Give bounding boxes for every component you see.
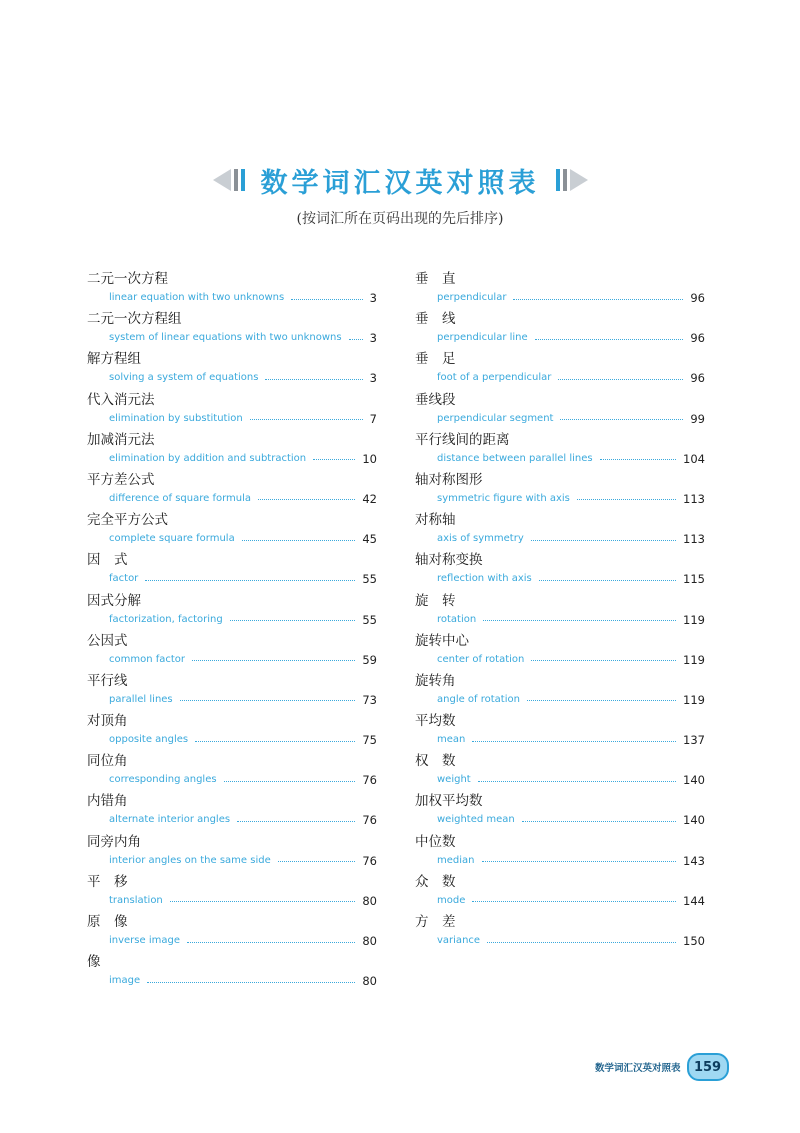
- glossary-entry: [415, 792, 705, 832]
- glossary-entry: [87, 270, 377, 310]
- english-term: solving a system of equations: [109, 372, 259, 384]
- english-term: center of rotation: [437, 653, 525, 665]
- page-reference: 42: [362, 491, 377, 506]
- chinese-term: 平行线: [87, 672, 128, 689]
- english-term-row: [109, 290, 377, 306]
- dot-leader: [513, 299, 683, 300]
- glossary-entry: [87, 511, 377, 551]
- chinese-term: 平均数: [415, 713, 456, 730]
- glossary-entry: [415, 592, 705, 632]
- english-term-row: [437, 451, 705, 467]
- page-reference: 80: [362, 974, 377, 989]
- english-term: foot of a perpendicular: [437, 372, 552, 384]
- glossary-entry: [87, 833, 377, 873]
- right-arrow-icon: [554, 167, 588, 193]
- english-term-row: [437, 933, 705, 949]
- english-term-row: [437, 491, 705, 507]
- page-reference: 113: [683, 491, 705, 506]
- english-term: mean: [437, 734, 466, 746]
- glossary-entry: [415, 873, 705, 913]
- english-term-row: [437, 531, 705, 547]
- glossary-entry: [415, 391, 705, 431]
- glossary-entry: [87, 913, 377, 953]
- english-term: weighted mean: [437, 814, 515, 826]
- glossary-entry: [415, 672, 705, 712]
- footer-label: 数学词汇汉英对照表: [595, 1063, 681, 1074]
- dot-leader: [558, 379, 683, 380]
- page-reference: 80: [362, 893, 377, 908]
- glossary-entry: [87, 752, 377, 792]
- page-reference: 3: [369, 371, 377, 386]
- english-term: variance: [437, 935, 481, 946]
- english-term-row: [109, 853, 377, 869]
- glossary-entry: [415, 551, 705, 591]
- glossary-entry: [415, 913, 705, 953]
- chinese-term: 代入消元法: [87, 391, 155, 408]
- dot-leader: [313, 459, 355, 460]
- english-term-row: [109, 330, 377, 346]
- english-term-row: [109, 893, 377, 909]
- english-term-row: [437, 893, 705, 909]
- dot-leader: [242, 540, 356, 541]
- left-glossary-column: [87, 270, 377, 993]
- english-term: angle of rotation: [437, 693, 520, 705]
- chinese-term: 对称轴: [415, 512, 456, 529]
- page-reference: 150: [683, 934, 705, 948]
- glossary-entry: [415, 511, 705, 551]
- page-reference: 140: [683, 773, 705, 788]
- page-footer: [595, 1054, 729, 1080]
- english-term-row: [109, 531, 377, 547]
- english-term: common factor: [109, 653, 186, 665]
- chinese-term: 垂 足: [415, 351, 456, 368]
- dot-leader: [145, 580, 355, 581]
- page-reference: 73: [362, 692, 377, 707]
- english-term: translation: [109, 894, 163, 906]
- english-term: complete square formula: [109, 533, 235, 545]
- chinese-term: 原 像: [87, 914, 128, 930]
- page-reference: 59: [362, 652, 377, 667]
- dot-leader: [265, 379, 362, 380]
- page-reference: 99: [690, 411, 705, 426]
- english-term-row: [437, 290, 705, 306]
- page-reference: 7: [369, 411, 377, 426]
- dot-leader: [224, 781, 356, 782]
- english-term: factor: [109, 573, 139, 585]
- english-term-row: [109, 732, 377, 748]
- page-reference: 143: [683, 853, 705, 868]
- glossary-entry: [87, 792, 377, 832]
- english-term-row: [109, 812, 377, 828]
- dot-leader: [531, 660, 676, 661]
- chinese-term: 因 式: [87, 552, 128, 569]
- page-number-badge: 159: [687, 1053, 729, 1081]
- english-term: median: [437, 854, 475, 866]
- dot-leader: [187, 942, 355, 943]
- english-term: perpendicular line: [437, 332, 528, 344]
- chinese-term: 同旁内角: [87, 833, 141, 850]
- glossary-entry: [87, 953, 377, 993]
- dot-leader: [487, 942, 676, 943]
- dot-leader: [482, 861, 677, 862]
- glossary-entry: [87, 310, 377, 350]
- page-reference: 140: [683, 813, 705, 828]
- page-reference: 113: [683, 532, 705, 547]
- english-term: linear equation with two unknowns: [109, 292, 285, 303]
- english-term: perpendicular segment: [437, 412, 554, 424]
- glossary-entry: [87, 873, 377, 913]
- page-reference: 80: [362, 934, 377, 948]
- english-term-row: [437, 772, 705, 788]
- dot-leader: [192, 660, 355, 661]
- english-term-row: [109, 973, 377, 989]
- right-glossary-column: [415, 270, 705, 953]
- chinese-term: 对顶角: [87, 713, 128, 730]
- english-term: perpendicular: [437, 292, 507, 303]
- chinese-term: 平 移: [87, 873, 128, 890]
- english-term-row: [109, 772, 377, 788]
- chinese-term: 轴对称图形: [415, 471, 483, 488]
- page-reference: 55: [362, 612, 377, 627]
- dot-leader: [472, 741, 676, 742]
- english-term: image: [109, 975, 141, 987]
- chinese-term: 中位数: [415, 833, 456, 850]
- glossary-entry: [415, 632, 705, 672]
- english-term-row: [437, 812, 705, 828]
- dot-leader: [472, 901, 676, 902]
- dot-leader: [349, 339, 363, 340]
- glossary-entry: [415, 752, 705, 792]
- chinese-term: 二元一次方程组: [87, 311, 182, 328]
- english-term: weight: [437, 774, 471, 786]
- english-term: reflection with axis: [437, 573, 532, 585]
- dot-leader: [535, 339, 684, 340]
- chinese-term: 垂 直: [415, 271, 456, 287]
- english-term-row: [109, 451, 377, 467]
- glossary-entry: [415, 310, 705, 350]
- english-term-row: [437, 692, 705, 708]
- english-term-row: [109, 652, 377, 668]
- chinese-term: 因式分解: [87, 592, 141, 609]
- page-reference: 115: [683, 572, 705, 587]
- english-term: mode: [437, 894, 466, 906]
- chinese-term: 垂 线: [415, 311, 456, 328]
- chinese-term: 平行线间的距离: [415, 431, 510, 448]
- dot-leader: [230, 620, 356, 621]
- chinese-term: 平方差公式: [87, 471, 155, 488]
- glossary-entry: [415, 350, 705, 390]
- english-term: elimination by substitution: [109, 412, 243, 424]
- page-reference: 96: [690, 371, 705, 386]
- glossary-entry: [87, 592, 377, 632]
- glossary-entry: [87, 471, 377, 511]
- chinese-term: 旋转中心: [415, 632, 469, 649]
- english-term: system of linear equations with two unknowns: [109, 332, 342, 344]
- chinese-term: 垂线段: [415, 391, 456, 408]
- page-reference: 75: [362, 733, 377, 748]
- dot-leader: [291, 299, 362, 300]
- english-term: corresponding angles: [109, 774, 217, 786]
- page-reference: 137: [683, 733, 705, 748]
- english-term-row: [437, 411, 705, 427]
- dot-leader: [527, 700, 676, 701]
- dot-leader: [237, 821, 355, 822]
- english-term: opposite angles: [109, 734, 189, 746]
- english-term: elimination by addition and subtraction: [109, 452, 307, 464]
- dot-leader: [600, 459, 676, 460]
- dot-leader: [560, 419, 683, 420]
- glossary-entry: [415, 270, 705, 310]
- english-term: distance between parallel lines: [437, 452, 593, 464]
- dot-leader: [180, 700, 356, 701]
- english-term: interior angles on the same side: [109, 854, 271, 866]
- glossary-entry: [415, 833, 705, 873]
- chinese-term: 同位角: [87, 753, 128, 770]
- page-reference: 76: [362, 853, 377, 868]
- chinese-term: 旋 转: [415, 592, 456, 609]
- glossary-entry: [87, 391, 377, 431]
- page-reference: 76: [362, 813, 377, 828]
- page-reference: 55: [362, 572, 377, 587]
- page-reference: 119: [683, 612, 705, 627]
- english-term-row: [109, 612, 377, 628]
- page-reference: 3: [369, 291, 377, 305]
- english-term-row: [109, 933, 377, 949]
- chinese-term: 完全平方公式: [87, 512, 168, 529]
- english-term-row: [437, 853, 705, 869]
- chinese-term: 公因式: [87, 632, 128, 649]
- chinese-term: 内错角: [87, 793, 128, 810]
- dot-leader: [278, 861, 356, 862]
- title-banner: [0, 158, 800, 202]
- page-reference: 76: [362, 773, 377, 788]
- page-reference: 3: [369, 331, 377, 346]
- page-reference: 45: [362, 532, 377, 547]
- page-reference: 96: [690, 291, 705, 305]
- page-title: 数学词汇汉英对照表: [260, 167, 540, 199]
- page-reference: 96: [690, 331, 705, 346]
- chinese-term: 众 数: [415, 873, 456, 890]
- dot-leader: [478, 781, 676, 782]
- english-term-row: [437, 330, 705, 346]
- dot-leader: [147, 982, 355, 983]
- chinese-term: 加权平均数: [415, 793, 483, 810]
- dot-leader: [483, 620, 676, 621]
- chinese-term: 方 差: [415, 914, 456, 930]
- chinese-term: 轴对称变换: [415, 552, 483, 569]
- glossary-entry: [415, 431, 705, 471]
- english-term-row: [437, 612, 705, 628]
- glossary-entry: [87, 712, 377, 752]
- english-term-row: [109, 491, 377, 507]
- english-term: axis of symmetry: [437, 533, 524, 545]
- dot-leader: [258, 499, 355, 500]
- english-term: difference of square formula: [109, 492, 252, 504]
- dot-leader: [170, 901, 356, 902]
- glossary-entry: [87, 551, 377, 591]
- english-term-row: [437, 732, 705, 748]
- glossary-entry: [87, 431, 377, 471]
- english-term: rotation: [437, 613, 477, 625]
- glossary-entry: [415, 712, 705, 752]
- dot-leader: [195, 741, 355, 742]
- chinese-term: 解方程组: [87, 351, 141, 368]
- page-reference: 10: [362, 451, 377, 466]
- english-term: alternate interior angles: [109, 814, 231, 826]
- english-term: parallel lines: [109, 693, 173, 705]
- dot-leader: [577, 499, 676, 500]
- english-term: inverse image: [109, 935, 180, 946]
- left-arrow-icon: [213, 167, 247, 193]
- dot-leader: [250, 419, 363, 420]
- english-term-row: [437, 571, 705, 587]
- english-term-row: [109, 692, 377, 708]
- page-reference: 104: [683, 451, 705, 466]
- glossary-entry: [87, 350, 377, 390]
- english-term-row: [109, 571, 377, 587]
- english-term-row: [437, 652, 705, 668]
- english-term: factorization, factoring: [109, 613, 223, 625]
- english-term-row: [437, 370, 705, 386]
- chinese-term: 像: [87, 954, 101, 971]
- glossary-entry: [87, 672, 377, 712]
- page-reference: 119: [683, 692, 705, 707]
- english-term-row: [109, 370, 377, 386]
- dot-leader: [522, 821, 676, 822]
- page-subtitle: (按词汇所在页码出现的先后排序): [296, 211, 504, 227]
- glossary-entry: [87, 632, 377, 672]
- page-reference: 119: [683, 652, 705, 667]
- chinese-term: 二元一次方程: [87, 271, 168, 287]
- english-term-row: [109, 411, 377, 427]
- chinese-term: 权 数: [415, 753, 456, 770]
- glossary-entry: [415, 471, 705, 511]
- dot-leader: [531, 540, 676, 541]
- dot-leader: [539, 580, 676, 581]
- english-term: symmetric figure with axis: [437, 492, 570, 504]
- chinese-term: 加减消元法: [87, 431, 155, 448]
- chinese-term: 旋转角: [415, 672, 456, 689]
- page-reference: 144: [683, 893, 705, 908]
